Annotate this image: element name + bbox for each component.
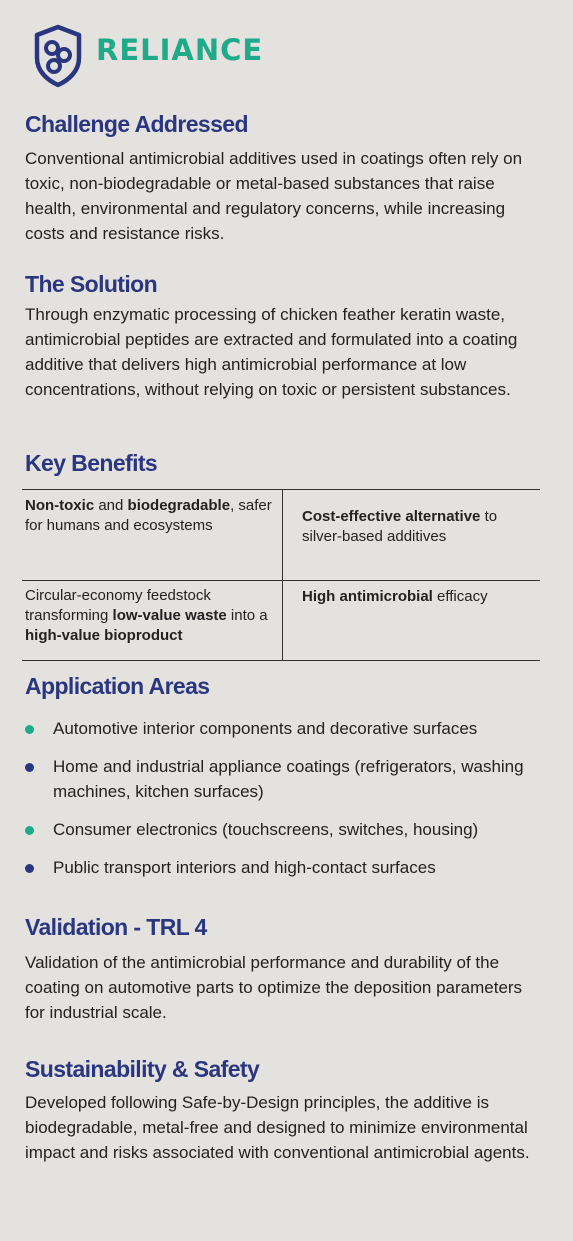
bullet-dot — [25, 864, 34, 873]
list-item: Home and industrial appliance coatings (refrigerators, washing machines, kitchen surfaces) — [25, 754, 565, 804]
bullet-dot — [25, 725, 34, 734]
bullet-dot — [25, 826, 34, 835]
solution-heading: The Solution — [25, 271, 158, 297]
sustainability-body: Developed following Safe-by-Design principles, the additive is biodegradable, metal-free and designed to minimize environmental impact and risks associated with conventional antimicrobial agents. — [25, 1093, 530, 1162]
applications-list — [25, 716, 565, 893]
benefit-cell: Cost-effective alternative to silver-based additives — [283, 490, 541, 581]
shield-molecule-icon — [32, 24, 84, 88]
list-item: Consumer electronics (touchscreens, switches, housing) — [25, 817, 565, 842]
benefit-cell: Circular-economy feedstock transforming low-value waste into a high-value bioproduct — [22, 581, 283, 661]
brand-logo — [32, 24, 264, 88]
solution-body: Through enzymatic processing of chicken feather keratin waste, antimicrobial peptides are extracted and formulated into a coating additive that delivers high antimicrobial performance at low concentrations, without relying on toxic or persistent substances. — [25, 305, 518, 399]
benefit-cell: Non-toxic and biodegradable, safer for humans and ecosystems — [22, 490, 283, 581]
challenge-body: Conventional antimicrobial additives used in coatings often rely on toxic, non-biodegradable or metal-based substances that raise health, environmental and regulatory concerns, while increasing costs and resistance risks. — [25, 149, 523, 243]
validation-body: Validation of the antimicrobial performance and durability of the coating on automotive parts to optimize the deposition parameters for industrial scale. — [25, 953, 523, 1022]
benefits-heading: Key Benefits — [25, 450, 158, 476]
sustainability-heading: Sustainability & Safety — [25, 1056, 260, 1082]
brand-name: RELIANCE — [96, 33, 264, 67]
list-item: Public transport interiors and high-contact surfaces — [25, 855, 565, 880]
bullet-dot — [25, 763, 34, 772]
list-item: Automotive interior components and decorative surfaces — [25, 716, 565, 741]
challenge-heading: Challenge Addressed — [25, 111, 248, 137]
benefits-table — [22, 489, 540, 661]
benefit-cell: High antimicrobial efficacy — [283, 581, 541, 661]
applications-heading: Application Areas — [25, 673, 210, 699]
validation-heading: Validation - TRL 4 — [25, 914, 207, 940]
